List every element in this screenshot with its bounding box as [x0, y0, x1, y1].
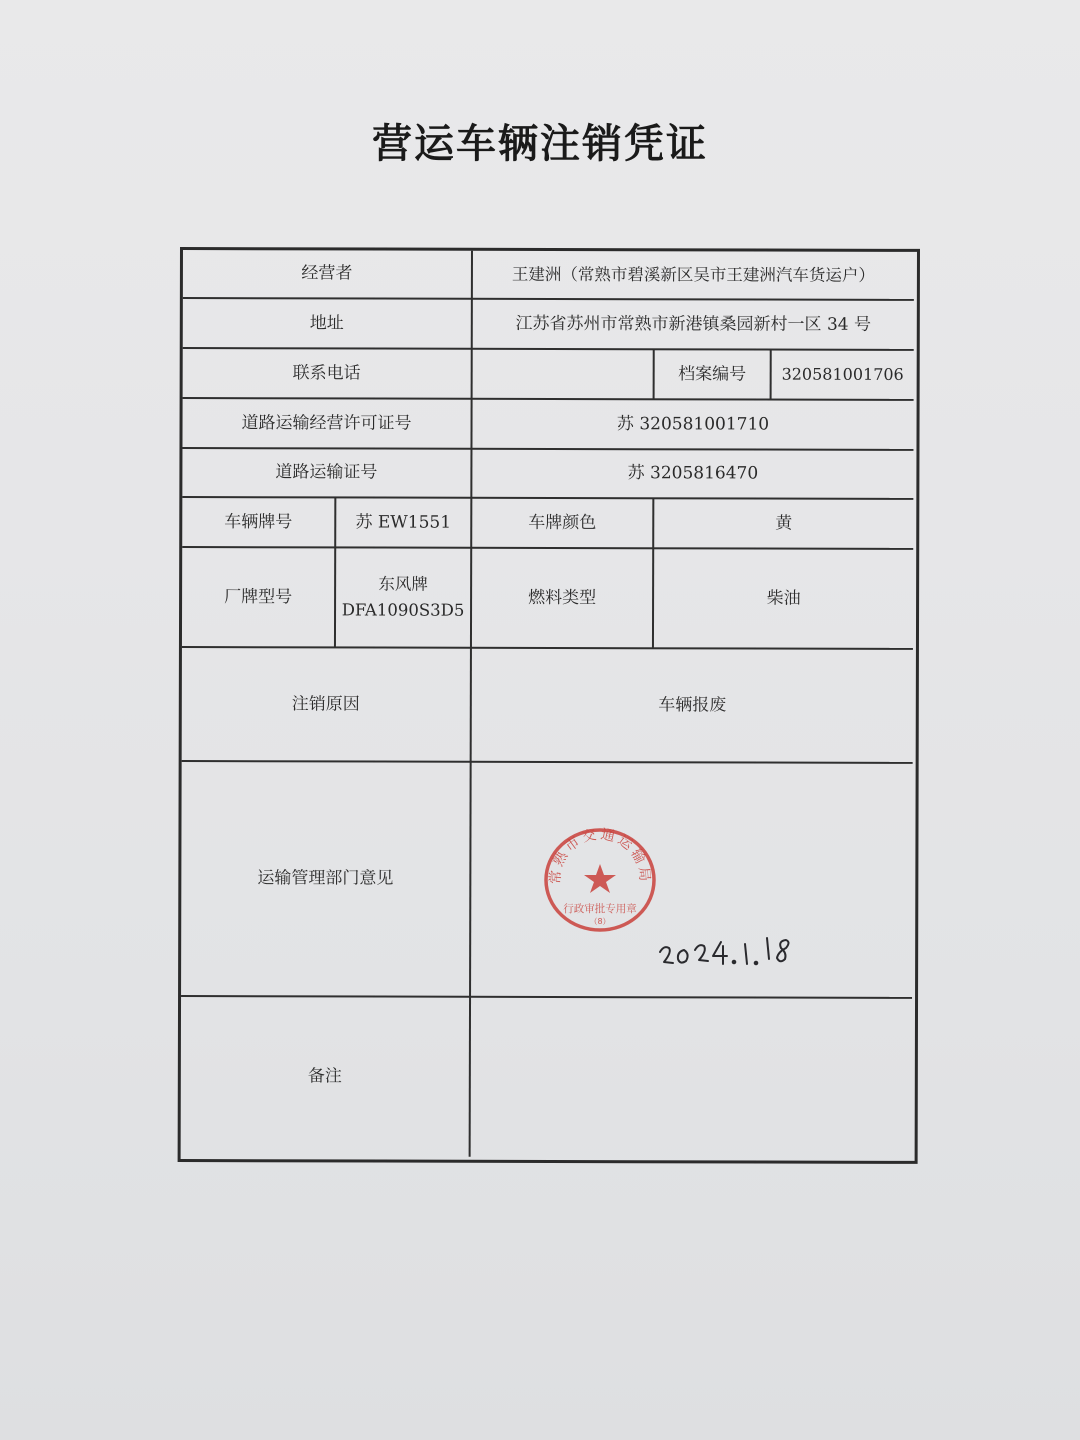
- transport-cert-value: 苏 3205816470: [627, 463, 759, 484]
- svg-text:常熟市交通运输局: 常熟市交通运输局: [547, 826, 653, 885]
- model-brand: 东风牌: [378, 574, 428, 595]
- model-code: DFA1090S3D5: [341, 600, 465, 620]
- permit-value: 苏 320581001710: [616, 413, 770, 435]
- file-number-label: 档案编号: [678, 364, 747, 385]
- model-value: [336, 548, 470, 646]
- plate-value: 苏 EW1551: [355, 512, 452, 533]
- operator-value: 王建洲（常熟市碧溪新区吴市王建洲汽车货运户）: [511, 264, 875, 285]
- document-title: 营运车辆注销凭证: [372, 121, 708, 167]
- transport-cert-label: 道路运输证号: [275, 462, 378, 483]
- model-label: 厂牌型号: [224, 586, 293, 608]
- phone-label: 联系电话: [292, 363, 361, 384]
- address-value: 江苏省苏州市常熟市新港镇桑园新村一区 34 号: [515, 313, 872, 335]
- form-table: [178, 247, 920, 1164]
- fuel-value: 柴油: [766, 588, 801, 609]
- official-seal: [541, 826, 659, 934]
- operator-label: 经营者: [301, 263, 353, 284]
- reason-value: 车辆报废: [658, 695, 727, 716]
- svg-text:（8）: （8）: [589, 917, 611, 926]
- opinion-label: 运输管理部门意见: [257, 868, 394, 889]
- fuel-label: 燃料类型: [528, 587, 597, 608]
- plate-color-value: 黄: [775, 513, 793, 534]
- handwritten-date: [650, 928, 810, 978]
- plate-color-label: 车牌颜色: [528, 512, 597, 533]
- remarks-value: [471, 998, 912, 1158]
- phone-value: [473, 350, 653, 398]
- remarks-label: 备注: [307, 1066, 342, 1087]
- permit-label: 道路运输经营许可证号: [241, 412, 412, 434]
- address-label: 地址: [309, 313, 344, 334]
- svg-text:行政审批专用章: 行政审批专用章: [563, 903, 637, 915]
- plate-label: 车辆牌号: [224, 511, 293, 533]
- reason-label: 注销原因: [291, 694, 360, 715]
- file-number-value: 320581001706: [781, 364, 904, 384]
